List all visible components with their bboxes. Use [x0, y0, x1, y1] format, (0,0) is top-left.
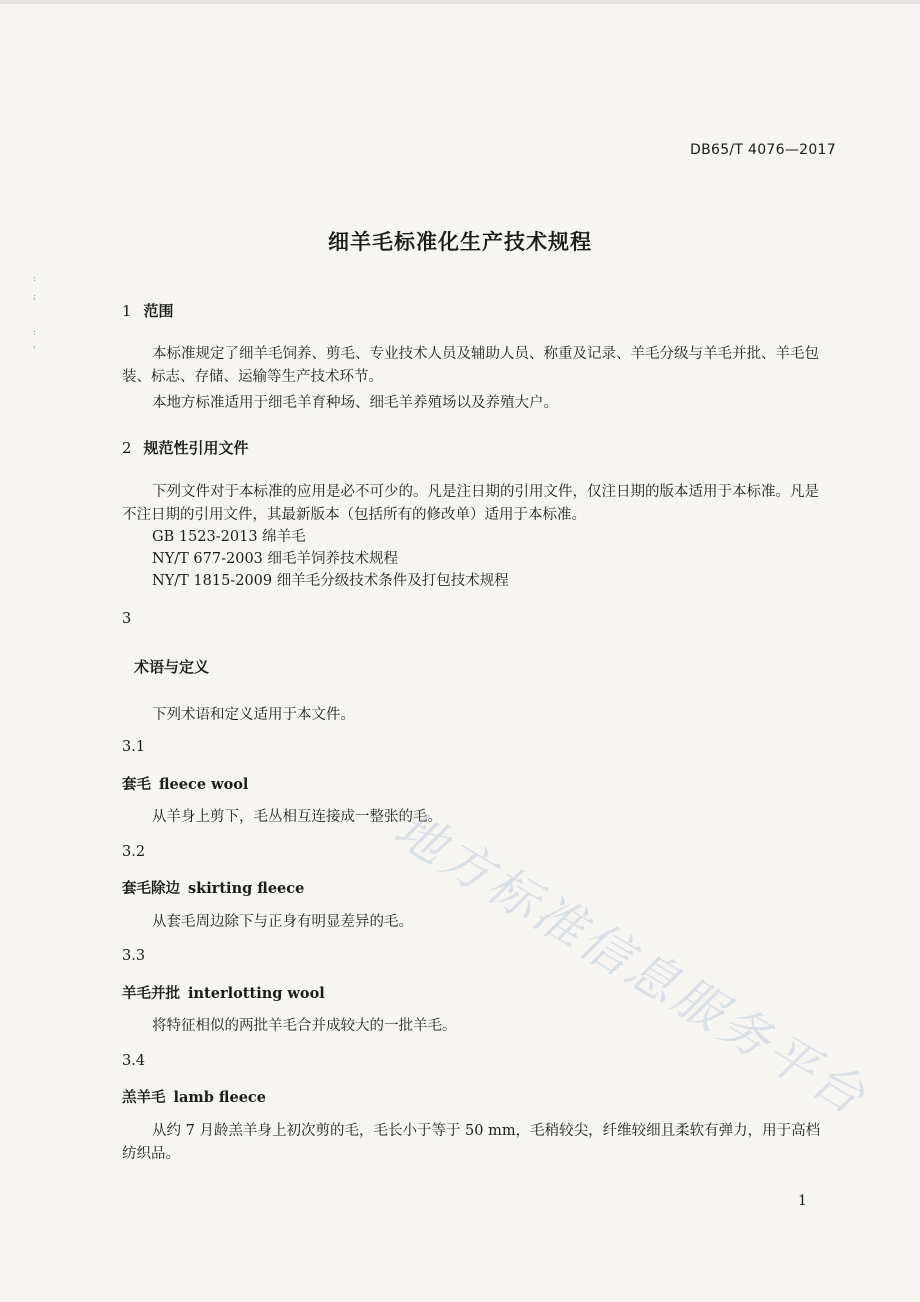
term-heading: 套毛 fleece wool	[122, 776, 249, 793]
term-number: 3.3	[122, 948, 146, 964]
term-heading: 羔羊毛 lamb fleece	[122, 1089, 266, 1106]
section-1-paragraph-1: 本标准规定了细羊毛饲养、剪毛、专业技术人员及辅助人员、称重及记录、羊毛分级与羊毛并批、羊毛包装、标志、存储、运输等生产技术环节。	[122, 346, 819, 385]
term-number: 3.1	[122, 739, 146, 755]
term-heading: 套毛除边 skirting fleece	[122, 880, 305, 897]
scan-edge-marks: : ; : '	[33, 274, 37, 356]
section-2-heading: 2 规范性引用文件	[122, 439, 249, 457]
scan-top-edge	[0, 0, 920, 4]
section-2-paragraph: 下列文件对于本标准的应用是必不可少的。凡是注日期的引用文件，仅注日期的版本适用于本标准。凡是不注日期的引用文件，其最新版本（包括所有的修改单）适用于本标准。	[122, 484, 819, 523]
section-1-heading: 1 范围	[122, 302, 174, 320]
document-title: 细羊毛标准化生产技术规程	[328, 230, 592, 254]
reference-item: GB 1523-2013 绵羊毛	[152, 529, 306, 545]
term-number: 3.2	[122, 844, 146, 860]
reference-item: NY/T 1815-2009 细羊毛分级技术条件及打包技术规程	[152, 573, 509, 589]
section-3-number: 3	[122, 611, 132, 627]
term-definition: 从约 7 月龄羔羊身上初次剪的毛，毛长小于等于 50 mm，毛稍较尖，纤维较细且柔软有弹力，用于高档纺织品。	[122, 1123, 821, 1162]
term-definition: 将特征相似的两批羊毛合并成较大的一批羊毛。	[152, 1018, 457, 1034]
section-3-heading: 术语与定义	[134, 658, 210, 676]
section-1-paragraph-2: 本地方标准适用于细毛羊育种场、细毛羊养殖场以及养殖大户。	[152, 395, 558, 411]
standard-code: DB65/T 4076—2017	[690, 142, 836, 158]
term-definition: 从羊身上剪下，毛丛相互连接成一整张的毛。	[152, 809, 442, 825]
page-number: 1	[798, 1193, 807, 1209]
term-heading: 羊毛并批 interlotting wool	[122, 985, 325, 1002]
term-number: 3.4	[122, 1053, 146, 1069]
section-3-intro: 下列术语和定义适用于本文件。	[152, 707, 355, 723]
term-definition: 从套毛周边除下与正身有明显差异的毛。	[152, 914, 413, 930]
reference-item: NY/T 677-2003 细毛羊饲养技术规程	[152, 551, 399, 567]
watermark-text: 地方标准信息服务平台	[384, 799, 878, 1128]
